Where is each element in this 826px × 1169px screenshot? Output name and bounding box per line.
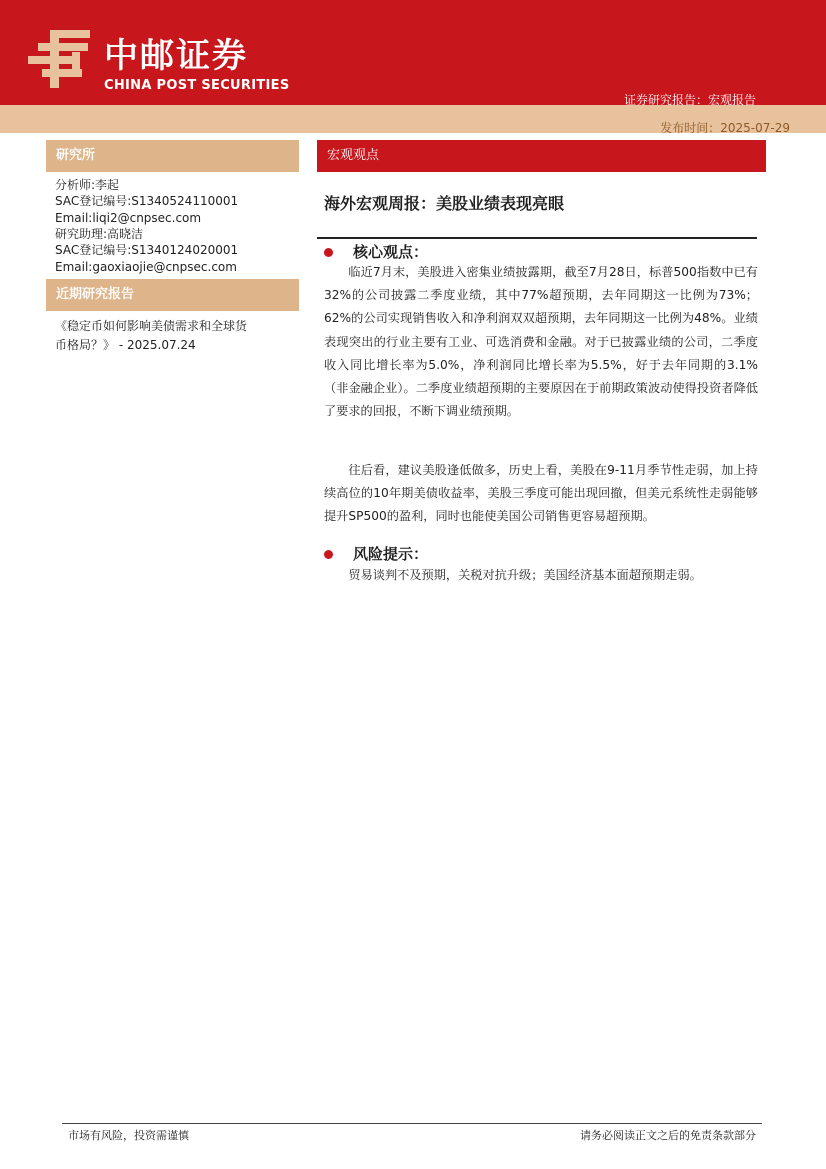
assistant-line: 研究助理:高晓洁: [55, 227, 144, 241]
footer-disclaimer-note: 请务必阅读正文之后的免责条款部分: [580, 1129, 756, 1142]
core-paragraph: 往后看，建议美股逢低做多，历史上看，美股在9-11月季节性走弱，加上持续高位的10年期美债收益率，美股三季度可能出现回撤，但美元系统性走弱能够提升SP500的盈利，同时也能使美国公司销售更容易超预期。: [324, 463, 758, 524]
recent-report-line: 币格局？》 - 2025.07.24: [55, 338, 196, 352]
footer-divider: [62, 1123, 762, 1124]
bullet-icon: [324, 550, 333, 559]
core-view-label: 核心观点：: [353, 243, 429, 261]
assistant-email: Email:gaoxiaojie@cnpsec.com: [55, 260, 237, 274]
assistant-sac: SAC登记编号:S1340124020001: [55, 243, 239, 257]
institute-heading: 研究所: [46, 140, 299, 172]
report-type: 证券研究报告：宏观报告: [623, 93, 756, 107]
category-bar: 宏观观点: [317, 140, 766, 172]
bullet-icon: [324, 248, 333, 257]
risk-text: 贸易谈判不及预期，关税对抗升级；美国经济基本面超预期走弱。: [348, 568, 702, 582]
brand-name-en: CHINA POST SECURITIES: [104, 78, 290, 93]
brand-name-cn: 中邮证券: [104, 36, 248, 76]
risk-heading: [324, 544, 428, 564]
title-divider: [317, 237, 757, 239]
recent-reports-heading: 近期研究报告: [46, 279, 299, 311]
footer-risk-note: 市场有风险，投资需谨慎: [68, 1129, 189, 1142]
analyst-line: 分析师:李起: [55, 178, 120, 192]
analyst-sac: SAC登记编号:S1340524110001: [55, 194, 239, 208]
china-post-logo-icon: [28, 30, 94, 88]
analyst-email: Email:liqi2@cnpsec.com: [55, 211, 202, 225]
core-paragraph: 临近7月末，美股进入密集业绩披露期，截至7月28日，标普500指数中已有32%的公司披露二季度业绩，其中77%超预期，去年同期这一比例为73%；62%的公司实现销售收入和净利润双双超预期，去年同期这一比例为48%。业绩表现突出的行业主要有工业、可选消费和金融。对于已披露业绩的公司，二季度收入同比增长率为5.0%，净利润同比增长率为5.5%，好于去年同期的3.1%（非金融企业）。二季度业绩超预期的主要原因在于前期政策波动使得投资者降低了要求的回报，不断下调业绩预期。: [324, 265, 758, 419]
risk-label: 风险提示：: [353, 545, 429, 563]
core-view-heading: [324, 242, 428, 262]
report-title: 海外宏观周报：美股业绩表现亮眼: [324, 194, 565, 213]
recent-report-line: 《稳定币如何影响美债需求和全球货: [55, 319, 248, 333]
publish-date: 发布时间：2025-07-29: [660, 121, 790, 135]
